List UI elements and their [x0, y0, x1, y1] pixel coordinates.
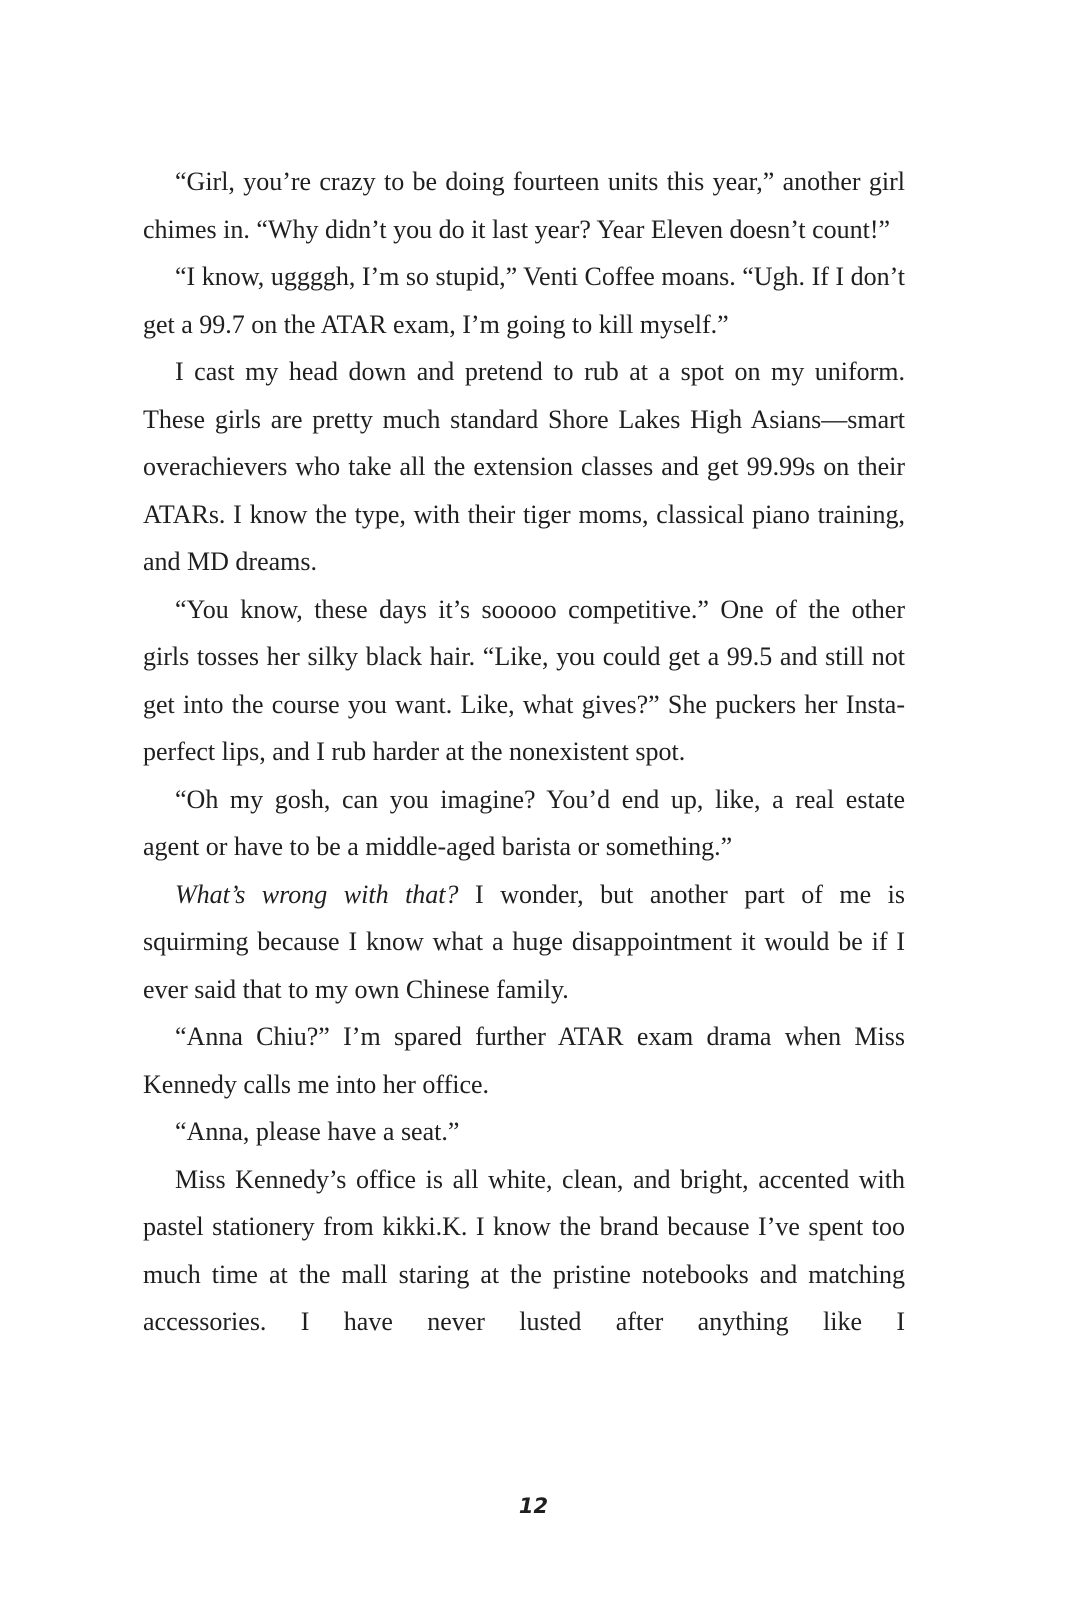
paragraph: “You know, these days it’s sooooo competitive.” One of the other girls tosses her silky black hair. “Like, you could get a 99.5 and still not get into the course you want. Like, what gives?” She puckers her Insta-perfect lips, and I rub harder at the nonexistent spot. [143, 594, 905, 766]
paragraph: “I know, uggggh, I’m so stupid,” Venti Coffee moans. “Ugh. If I don’t get a 99.7 on the ATAR exam, I’m going to kill myself.” [143, 262, 905, 339]
paragraph: “Girl, you’re crazy to be doing fourteen units this year,” another girl chimes in. “Why didn’t you do it last year? Year Eleven doesn’t count!” [143, 167, 905, 244]
body-text [143, 158, 905, 1346]
paragraph-continuation: I wonder, but another part of me is squirming because I know what a huge disappointment it would be if I ever said that to my own Chinese family. [143, 879, 905, 1004]
paragraph: “Oh my gosh, can you imagine? You’d end up, like, a real estate agent or have to be a middle-aged barista or something.” [143, 784, 905, 861]
italic-thought: What’s wrong with that? [175, 879, 459, 909]
page-number: 12 [518, 1494, 549, 1518]
paragraph [143, 871, 905, 1014]
paragraph: Miss Kennedy’s office is all white, clean, and bright, accented with pastel stationery from kikki.K. I know the brand because I’ve spent too much time at the mall staring at the pristine notebooks and matching accessories. I have never lusted after anything like I [143, 1164, 905, 1336]
paragraph: I cast my head down and pretend to rub at a spot on my uniform. These girls are pretty much standard Shore Lakes High Asians—smart overachievers who take all the extension classes and get 99.99s on their ATARs. I know the type, with their tiger moms, classical piano training, and MD dreams. [143, 357, 905, 576]
paragraph: “Anna, please have a seat.” [175, 1117, 460, 1146]
paragraph: “Anna Chiu?” I’m spared further ATAR exam drama when Miss Kennedy calls me into her office. [143, 1022, 905, 1099]
